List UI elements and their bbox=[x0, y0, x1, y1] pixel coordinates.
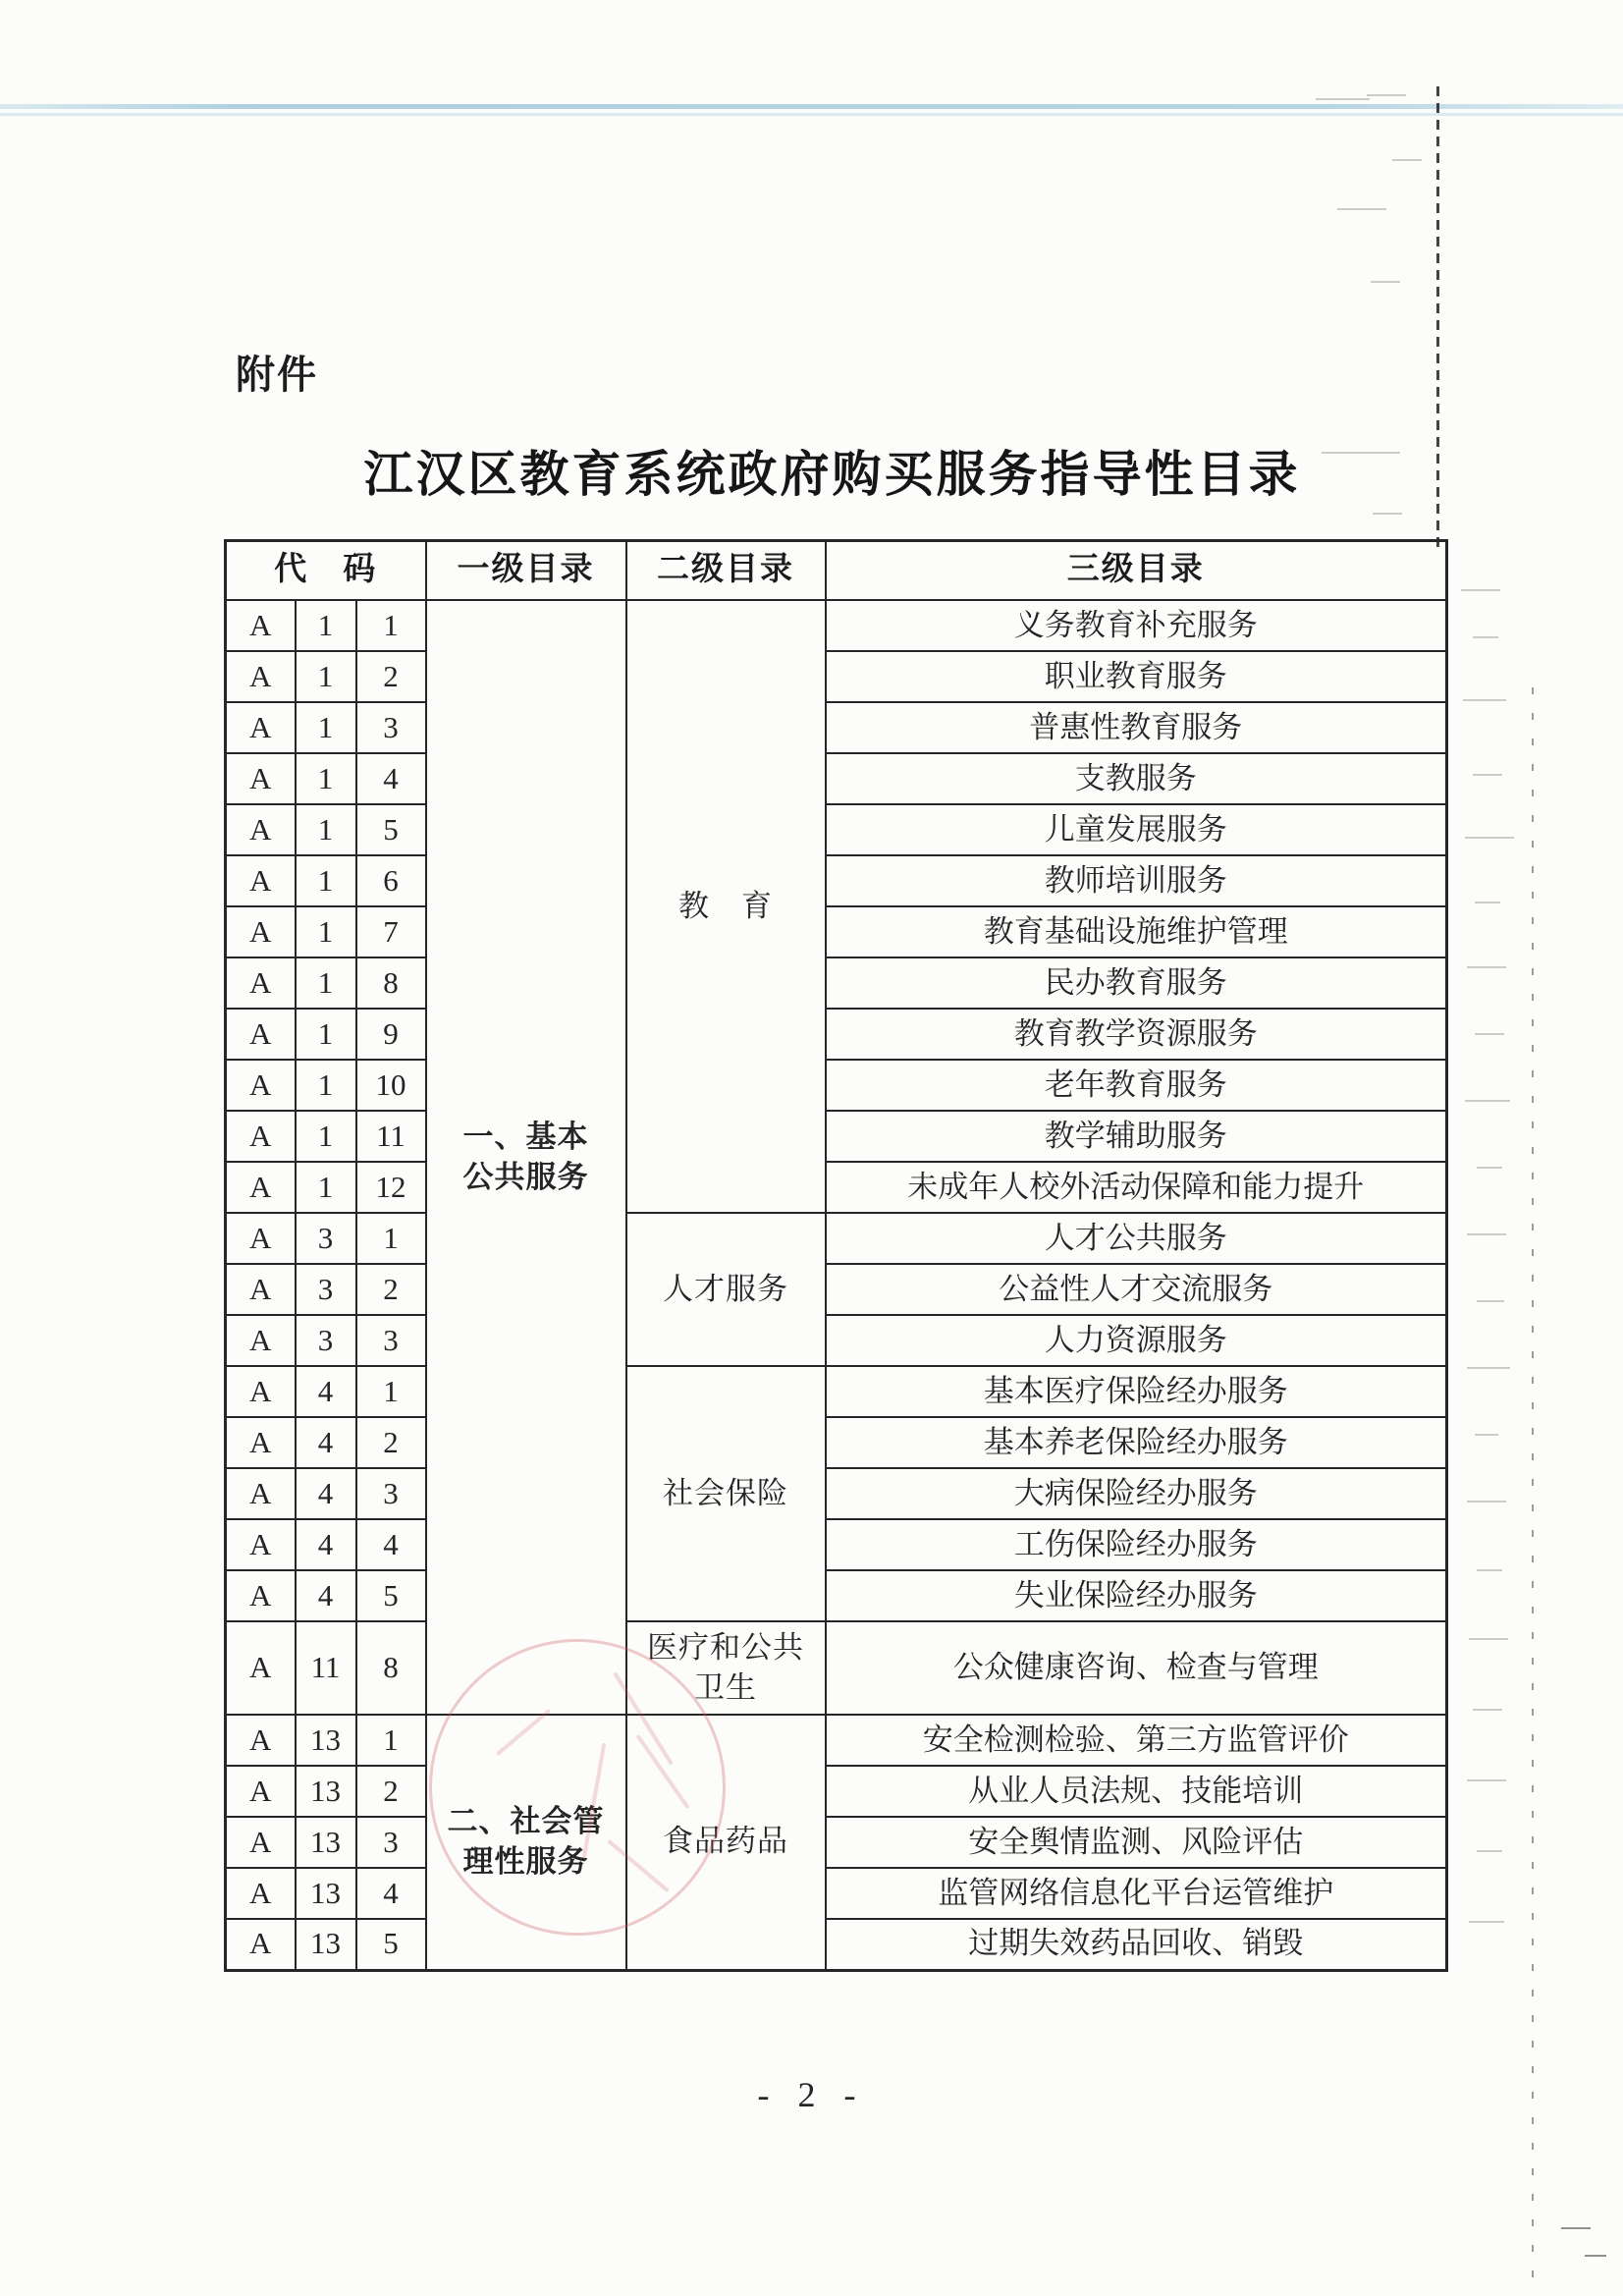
level3-item-cell: 失业保险经办服务 bbox=[826, 1570, 1447, 1621]
level3-item-cell: 教学辅助服务 bbox=[826, 1111, 1447, 1162]
code-cell: A bbox=[226, 1715, 296, 1766]
level1-category-cell-line: 二、社会管 bbox=[447, 1803, 605, 1838]
scan-artifact bbox=[1467, 966, 1506, 968]
scan-artifact bbox=[1475, 902, 1500, 903]
code-cell: 4 bbox=[356, 1868, 426, 1919]
level3-item-cell: 安全检测检验、第三方监管评价 bbox=[826, 1715, 1447, 1766]
scan-artifact bbox=[1371, 281, 1400, 283]
code-cell: 4 bbox=[356, 1519, 426, 1570]
level3-item-cell: 基本养老保险经办服务 bbox=[826, 1417, 1447, 1468]
scan-artifact bbox=[1465, 1100, 1510, 1102]
scan-artifact bbox=[1337, 208, 1386, 210]
level3-item-cell: 教育教学资源服务 bbox=[826, 1009, 1447, 1060]
code-cell: A bbox=[226, 1817, 296, 1868]
code-cell: 1 bbox=[296, 702, 356, 753]
level3-item-cell: 未成年人校外活动保障和能力提升 bbox=[826, 1162, 1447, 1213]
code-cell: 11 bbox=[296, 1621, 356, 1715]
table-row bbox=[226, 1468, 1447, 1519]
code-cell: 4 bbox=[356, 753, 426, 804]
page-title: 江汉区教育系统政府购买服务指导性目录 bbox=[363, 447, 1301, 502]
code-cell: 1 bbox=[296, 1111, 356, 1162]
table-row bbox=[226, 1315, 1447, 1366]
level3-item-cell: 监管网络信息化平台运管维护 bbox=[826, 1868, 1447, 1919]
level3-item-cell: 普惠性教育服务 bbox=[826, 702, 1447, 753]
table-row bbox=[226, 1766, 1447, 1817]
code-cell: 11 bbox=[356, 1111, 426, 1162]
code-cell: 4 bbox=[296, 1468, 356, 1519]
level2-category-cell bbox=[626, 600, 826, 1213]
scan-artifact bbox=[1585, 2255, 1606, 2257]
scan-blue-line bbox=[0, 104, 1623, 109]
table-row bbox=[226, 1519, 1447, 1570]
code-cell: A bbox=[226, 1868, 296, 1919]
code-cell: 1 bbox=[296, 1009, 356, 1060]
catalog-table bbox=[224, 539, 1448, 1972]
code-cell: 1 bbox=[356, 600, 426, 651]
code-cell: A bbox=[226, 1060, 296, 1111]
level3-item-cell: 人力资源服务 bbox=[826, 1315, 1447, 1366]
code-cell: 13 bbox=[296, 1919, 356, 1970]
table-row bbox=[226, 753, 1447, 804]
code-cell: 12 bbox=[356, 1162, 426, 1213]
code-cell: 1 bbox=[356, 1213, 426, 1264]
scan-artifact bbox=[1373, 513, 1402, 515]
code-cell: A bbox=[226, 804, 296, 855]
code-cell: A bbox=[226, 1162, 296, 1213]
level3-item-cell: 老年教育服务 bbox=[826, 1060, 1447, 1111]
code-cell: 8 bbox=[356, 1621, 426, 1715]
code-cell: 13 bbox=[296, 1715, 356, 1766]
level3-item-cell: 教师培训服务 bbox=[826, 855, 1447, 906]
code-cell: 1 bbox=[296, 906, 356, 957]
code-cell: A bbox=[226, 1315, 296, 1366]
code-cell: A bbox=[226, 1919, 296, 1970]
red-seal-stamp bbox=[429, 1639, 726, 1936]
table-row bbox=[226, 651, 1447, 702]
code-cell: A bbox=[226, 651, 296, 702]
code-cell: 3 bbox=[296, 1264, 356, 1315]
code-cell: 1 bbox=[296, 753, 356, 804]
table-row bbox=[226, 1009, 1447, 1060]
column-header-level3: 三级目录 bbox=[826, 541, 1447, 601]
scan-artifact bbox=[1477, 1167, 1502, 1169]
code-cell: 13 bbox=[296, 1817, 356, 1868]
code-cell: A bbox=[226, 855, 296, 906]
table-row bbox=[226, 1868, 1447, 1919]
level3-item-cell: 公益性人才交流服务 bbox=[826, 1264, 1447, 1315]
table-row bbox=[226, 855, 1447, 906]
code-cell: 1 bbox=[296, 651, 356, 702]
code-cell: 2 bbox=[356, 1264, 426, 1315]
code-cell: A bbox=[226, 753, 296, 804]
page-number: - 2 - bbox=[757, 2075, 866, 2114]
scan-artifact bbox=[1467, 1501, 1506, 1503]
level2-category-cell-line: 医疗和公共 bbox=[647, 1629, 804, 1665]
table-row bbox=[226, 804, 1447, 855]
level3-item-cell: 基本医疗保险经办服务 bbox=[826, 1366, 1447, 1417]
code-cell: A bbox=[226, 600, 296, 651]
column-header-level1: 一级目录 bbox=[426, 541, 626, 601]
scan-artifact bbox=[1477, 1300, 1504, 1302]
table-row bbox=[226, 1213, 1447, 1264]
level3-item-cell: 安全舆情监测、风险评估 bbox=[826, 1817, 1447, 1868]
level3-item-cell: 工伤保险经办服务 bbox=[826, 1519, 1447, 1570]
code-cell: 13 bbox=[296, 1868, 356, 1919]
level3-item-cell: 民办教育服务 bbox=[826, 957, 1447, 1009]
scan-artifact bbox=[1473, 1709, 1502, 1711]
table-row bbox=[226, 1417, 1447, 1468]
scan-artifact bbox=[1532, 687, 1534, 2296]
code-cell: A bbox=[226, 1519, 296, 1570]
scan-artifact bbox=[1477, 1850, 1502, 1852]
code-cell: 6 bbox=[356, 855, 426, 906]
code-cell: 2 bbox=[356, 1417, 426, 1468]
column-header-code: 代 码 bbox=[226, 541, 426, 601]
table-row bbox=[226, 1366, 1447, 1417]
code-cell: 3 bbox=[356, 1315, 426, 1366]
code-cell: 4 bbox=[296, 1570, 356, 1621]
scan-artifact bbox=[1475, 1434, 1498, 1436]
scan-artifact bbox=[1477, 1569, 1502, 1571]
level2-category-cell bbox=[626, 1213, 826, 1366]
scan-artifact bbox=[1469, 1921, 1504, 1923]
table-row bbox=[226, 1060, 1447, 1111]
code-cell: A bbox=[226, 1766, 296, 1817]
scan-artifact bbox=[1561, 2227, 1591, 2229]
code-cell: 5 bbox=[356, 1919, 426, 1970]
table-row bbox=[226, 957, 1447, 1009]
code-cell: 3 bbox=[296, 1213, 356, 1264]
code-cell: 3 bbox=[356, 1817, 426, 1868]
code-cell: 3 bbox=[356, 1468, 426, 1519]
code-cell: A bbox=[226, 906, 296, 957]
code-cell: A bbox=[226, 1213, 296, 1264]
code-cell: 4 bbox=[296, 1366, 356, 1417]
scan-artifact bbox=[1367, 94, 1406, 96]
table-row bbox=[226, 906, 1447, 957]
level3-item-cell: 职业教育服务 bbox=[826, 651, 1447, 702]
code-cell: 3 bbox=[296, 1315, 356, 1366]
table-row bbox=[226, 1715, 1447, 1766]
level2-category-cell-line: 教 育 bbox=[678, 888, 773, 923]
code-cell: 2 bbox=[356, 651, 426, 702]
table-row bbox=[226, 1919, 1447, 1970]
code-cell: 4 bbox=[296, 1519, 356, 1570]
scan-blue-line bbox=[0, 113, 1623, 116]
scan-artifact bbox=[1461, 589, 1500, 591]
code-cell: 1 bbox=[296, 855, 356, 906]
code-cell: 1 bbox=[296, 600, 356, 651]
code-cell: 1 bbox=[356, 1366, 426, 1417]
level1-category-cell bbox=[426, 600, 626, 1715]
code-cell: A bbox=[226, 1366, 296, 1417]
code-cell: 1 bbox=[296, 804, 356, 855]
scan-artifact bbox=[1467, 1233, 1506, 1235]
scan-artifact bbox=[1463, 699, 1506, 701]
code-cell: 1 bbox=[356, 1715, 426, 1766]
code-cell: 5 bbox=[356, 1570, 426, 1621]
level3-item-cell: 义务教育补充服务 bbox=[826, 600, 1447, 651]
scan-artifact bbox=[1473, 774, 1502, 776]
code-cell: 1 bbox=[296, 1060, 356, 1111]
code-cell: A bbox=[226, 1621, 296, 1715]
code-cell: 1 bbox=[296, 957, 356, 1009]
code-cell: 7 bbox=[356, 906, 426, 957]
code-cell: A bbox=[226, 1417, 296, 1468]
table-row bbox=[226, 600, 1447, 651]
level2-category-cell bbox=[626, 1366, 826, 1621]
scan-artifact bbox=[1392, 159, 1422, 161]
scan-artifact bbox=[1316, 98, 1370, 100]
level3-item-cell: 过期失效药品回收、销毁 bbox=[826, 1919, 1447, 1970]
code-cell: 9 bbox=[356, 1009, 426, 1060]
table-header-row bbox=[226, 541, 1447, 601]
scan-artifact bbox=[1475, 1033, 1504, 1035]
level2-category-cell-line: 食品药品 bbox=[663, 1824, 788, 1859]
level1-category-cell-line: 一、基本 bbox=[462, 1119, 589, 1154]
code-cell: 10 bbox=[356, 1060, 426, 1111]
scan-artifact bbox=[1467, 1367, 1510, 1369]
level2-category-cell-line: 人才服务 bbox=[663, 1271, 788, 1306]
table-row bbox=[226, 1817, 1447, 1868]
level3-item-cell: 公众健康咨询、检查与管理 bbox=[826, 1621, 1447, 1715]
scan-artifact bbox=[1467, 1779, 1506, 1781]
level3-item-cell: 从业人员法规、技能培训 bbox=[826, 1766, 1447, 1817]
level3-item-cell: 教育基础设施维护管理 bbox=[826, 906, 1447, 957]
code-cell: 8 bbox=[356, 957, 426, 1009]
table-row bbox=[226, 1264, 1447, 1315]
table-row bbox=[226, 1621, 1447, 1715]
code-cell: A bbox=[226, 1111, 296, 1162]
attachment-label: 附件 bbox=[236, 354, 318, 397]
code-cell: 1 bbox=[296, 1162, 356, 1213]
code-cell: 13 bbox=[296, 1766, 356, 1817]
code-cell: 4 bbox=[296, 1417, 356, 1468]
level1-category-cell-line: 公共服务 bbox=[462, 1159, 589, 1194]
level3-item-cell: 大病保险经办服务 bbox=[826, 1468, 1447, 1519]
level2-category-cell-line: 卫生 bbox=[694, 1669, 757, 1705]
code-cell: 3 bbox=[356, 702, 426, 753]
table-row bbox=[226, 1570, 1447, 1621]
level3-item-cell: 人才公共服务 bbox=[826, 1213, 1447, 1264]
table-row bbox=[226, 1162, 1447, 1213]
scan-artifact bbox=[1469, 1638, 1508, 1640]
level1-category-cell-line: 理性服务 bbox=[462, 1843, 589, 1879]
code-cell: A bbox=[226, 957, 296, 1009]
level2-category-cell-line: 社会保险 bbox=[663, 1475, 788, 1510]
scan-artifact bbox=[1465, 837, 1514, 839]
table-row bbox=[226, 702, 1447, 753]
level3-item-cell: 儿童发展服务 bbox=[826, 804, 1447, 855]
code-cell: A bbox=[226, 1468, 296, 1519]
table-row bbox=[226, 1111, 1447, 1162]
code-cell: A bbox=[226, 1264, 296, 1315]
column-header-level2: 二级目录 bbox=[626, 541, 826, 601]
code-cell: A bbox=[226, 1009, 296, 1060]
scan-artifact bbox=[1473, 636, 1498, 638]
code-cell: 5 bbox=[356, 804, 426, 855]
level3-item-cell: 支教服务 bbox=[826, 753, 1447, 804]
code-cell: A bbox=[226, 1570, 296, 1621]
code-cell: A bbox=[226, 702, 296, 753]
code-cell: 2 bbox=[356, 1766, 426, 1817]
